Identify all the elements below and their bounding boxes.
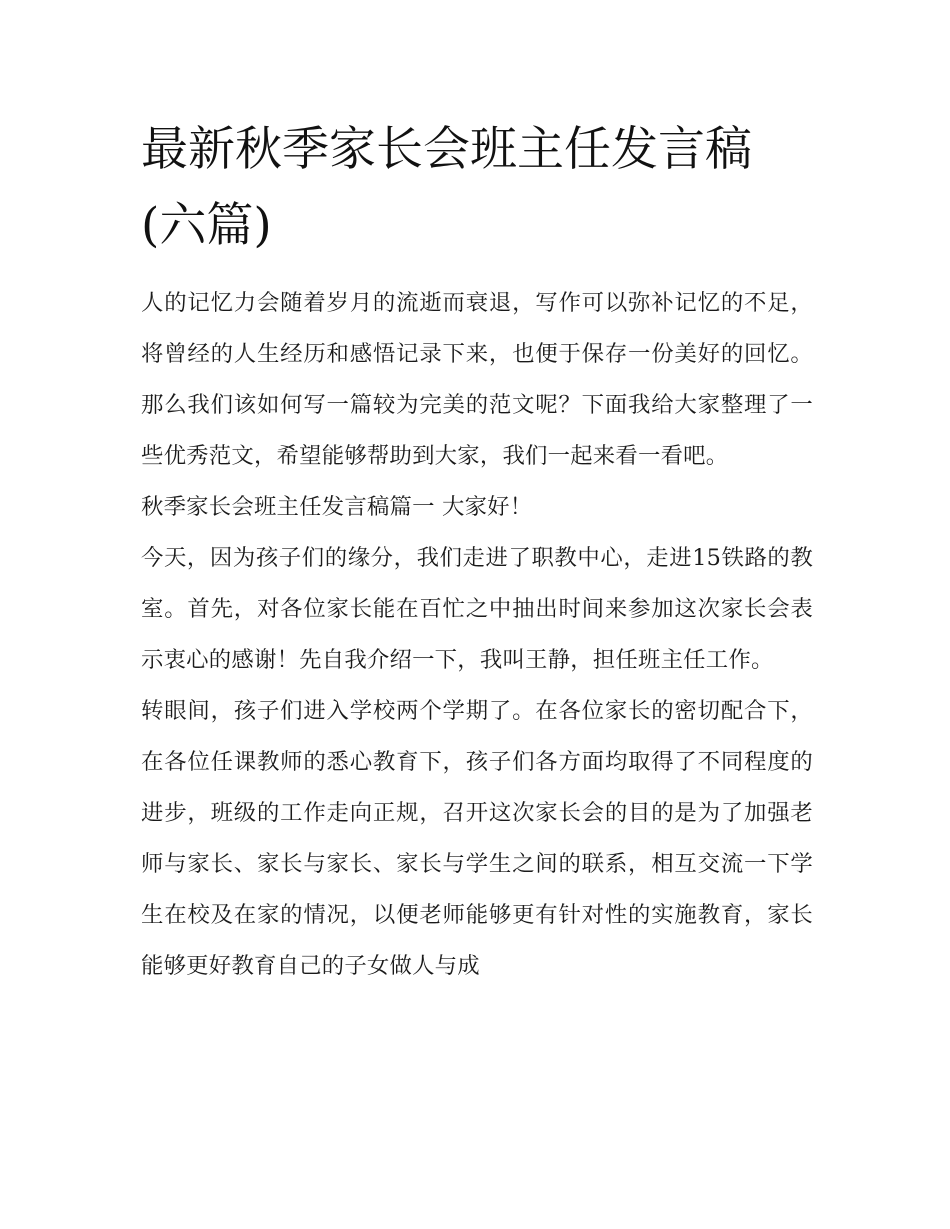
document-title: 最新秋季家长会班主任发言稿(六篇) — [141, 122, 752, 253]
section-heading-paragraph: 秋季家长会班主任发言稿篇一 大家好！ — [141, 494, 533, 520]
intro-paragraph: 人的记忆力会随着岁月的流逝而衰退，写作可以弥补记忆的不足，将曾经的人生经历和感悟记录下来，也便于保存一份美好的回忆。那么我们该如何写一篇较为完美的范文呢？下面我给大家整理了一些优秀范文，希望能够帮助到大家，我们一起来看一看吧。 — [141, 290, 813, 469]
body-paragraph-2: 转眼间，孩子们进入学校两个学期了。在各位家长的密切配合下，在各位任课教师的悉心教育下，孩子们各方面均取得了不同程度的进步，班级的工作走向正规，召开这次家长会的目的是为了加强老师与家长、家长与家长、家长与学生之间的联系，相互交流一下学生在校及在家的情况，以便老师能够更有针对性的实施教育，家长能够更好教育自己的子女做人与成 — [141, 698, 813, 979]
document-body — [141, 112, 813, 992]
body-paragraph-1: 今天，因为孩子们的缘分，我们走进了职教中心，走进15铁路的教室。首先，对各位家长能在百忙之中抽出时间来参加这次家长会表示衷心的感谢！先自我介绍一下，我叫王静，担任班主任工作。 — [141, 545, 813, 673]
